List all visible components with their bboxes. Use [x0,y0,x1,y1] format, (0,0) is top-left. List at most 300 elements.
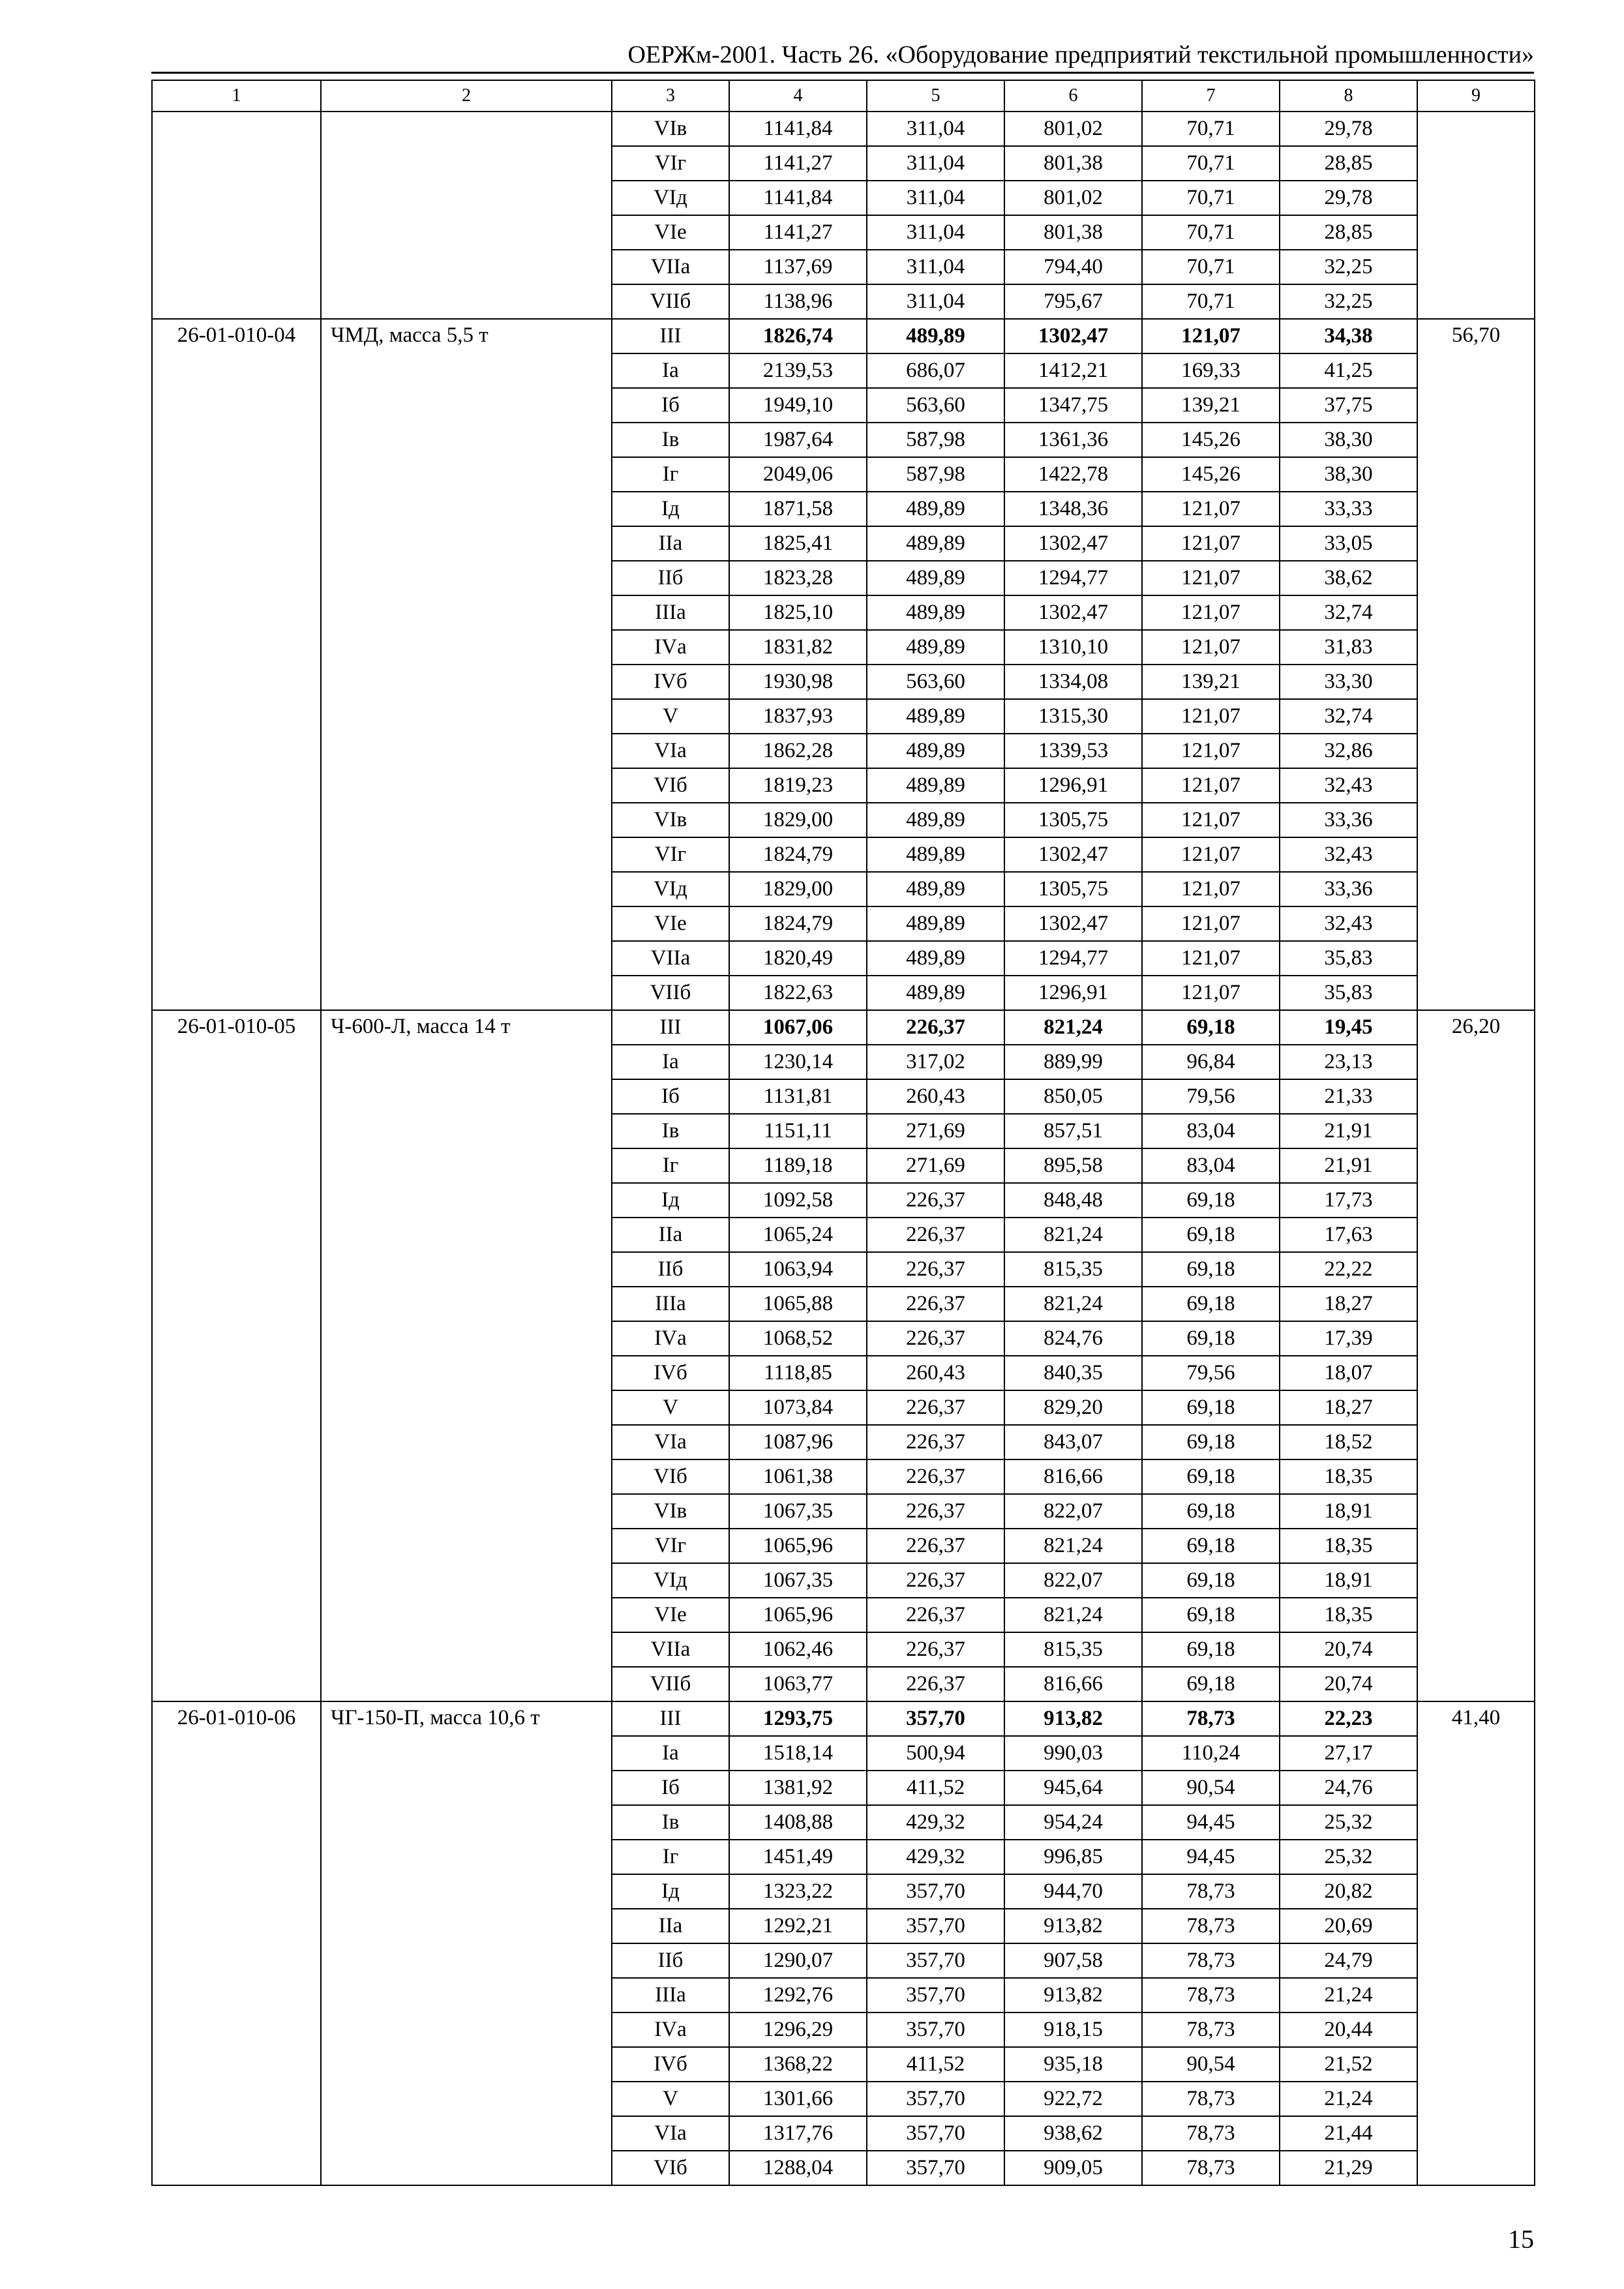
zone-cell: IIб [612,1943,729,1978]
value-cell: 226,37 [867,1529,1004,1563]
value-cell: 38,30 [1280,423,1417,457]
value-cell: 1347,75 [1004,388,1142,423]
value-cell: 121,07 [1142,768,1280,803]
value-cell: 1831,82 [729,630,867,665]
zone-cell: Iг [612,457,729,492]
value-cell: 1829,00 [729,872,867,906]
value-cell: 121,07 [1142,803,1280,837]
value-cell: 69,18 [1142,1390,1280,1425]
value-cell: 20,74 [1280,1667,1417,1701]
column-number: 3 [612,80,729,112]
value-cell: 69,18 [1142,1667,1280,1701]
zone-cell: Iб [612,388,729,423]
value-cell: 1068,52 [729,1321,867,1356]
value-cell: 90,54 [1142,2047,1280,2082]
value-cell: 489,89 [867,976,1004,1010]
value-cell: 94,45 [1142,1805,1280,1840]
value-cell: 32,86 [1280,734,1417,768]
zone-cell: Iг [612,1840,729,1874]
value-cell: 69,18 [1142,1563,1280,1598]
zone-cell: VIб [612,2151,729,2185]
zone-cell: VIе [612,215,729,250]
zone-cell: VIг [612,1529,729,1563]
value-cell: 226,37 [867,1218,1004,1252]
value-cell: 996,85 [1004,1840,1142,1874]
value-cell: 1302,47 [1004,319,1142,353]
value-cell: 90,54 [1142,1771,1280,1805]
value-cell: 1422,78 [1004,457,1142,492]
value-cell: 2139,53 [729,353,867,388]
value-cell: 990,03 [1004,1736,1142,1771]
value-cell: 489,89 [867,595,1004,630]
col9-value: 41,40 [1417,1701,1535,2185]
value-cell: 1819,23 [729,768,867,803]
item-code: 26-01-010-04 [152,319,321,1010]
value-cell: 121,07 [1142,526,1280,561]
table-row [152,112,1535,146]
value-cell: 1317,76 [729,2116,867,2151]
value-cell: 22,22 [1280,1252,1417,1287]
value-cell: 21,52 [1280,2047,1417,2082]
zone-cell: IIб [612,561,729,595]
value-cell: 840,35 [1004,1356,1142,1390]
value-cell: 31,83 [1280,630,1417,665]
zone-cell: IIа [612,526,729,561]
zone-cell: IVб [612,665,729,699]
value-cell: 1065,24 [729,1218,867,1252]
zone-cell: VIб [612,768,729,803]
value-cell: 139,21 [1142,388,1280,423]
value-cell: 18,07 [1280,1356,1417,1390]
value-cell: 1137,69 [729,250,867,284]
zone-cell: IIа [612,1909,729,1943]
value-cell: 317,02 [867,1045,1004,1079]
table-row [152,319,1535,353]
value-cell: 843,07 [1004,1425,1142,1459]
zone-cell: V [612,2082,729,2116]
value-cell: 489,89 [867,768,1004,803]
value-cell: 121,07 [1142,319,1280,353]
value-cell: 260,43 [867,1356,1004,1390]
value-cell: 429,32 [867,1840,1004,1874]
value-cell: 21,91 [1280,1114,1417,1148]
zone-cell: VIIб [612,284,729,319]
value-cell: 1141,84 [729,181,867,215]
value-cell: 20,69 [1280,1909,1417,1943]
value-cell: 83,04 [1142,1148,1280,1183]
value-cell: 935,18 [1004,2047,1142,2082]
value-cell: 1296,91 [1004,768,1142,803]
value-cell: 357,70 [867,1978,1004,2012]
column-number: 7 [1142,80,1280,112]
value-cell: 563,60 [867,665,1004,699]
value-cell: 1293,75 [729,1701,867,1736]
value-cell: 489,89 [867,319,1004,353]
value-cell: 18,27 [1280,1390,1417,1425]
value-cell: 33,36 [1280,803,1417,837]
value-cell: 121,07 [1142,906,1280,941]
value-cell: 70,71 [1142,181,1280,215]
value-cell: 1348,36 [1004,492,1142,526]
value-cell: 33,05 [1280,526,1417,561]
value-cell: 1820,49 [729,941,867,976]
zone-cell: VIе [612,1598,729,1632]
zone-cell: VIг [612,837,729,872]
value-cell: 1315,30 [1004,699,1142,734]
zone-cell: VIб [612,1459,729,1494]
value-cell: 1290,07 [729,1943,867,1978]
value-cell: 226,37 [867,1287,1004,1321]
table-body [152,80,1535,2185]
value-cell: 848,48 [1004,1183,1142,1218]
value-cell: 121,07 [1142,595,1280,630]
value-cell: 260,43 [867,1079,1004,1114]
item-name: ЧГ-150-П, масса 10,6 т [321,1701,612,2185]
value-cell: 139,21 [1142,665,1280,699]
value-cell: 1822,63 [729,976,867,1010]
value-cell: 32,43 [1280,768,1417,803]
value-cell: 21,44 [1280,2116,1417,2151]
value-cell: 1412,21 [1004,353,1142,388]
value-cell: 938,62 [1004,2116,1142,2151]
value-cell: 38,62 [1280,561,1417,595]
zone-cell: IVб [612,1356,729,1390]
value-cell: 1087,96 [729,1425,867,1459]
value-cell: 801,38 [1004,146,1142,181]
zone-cell: V [612,699,729,734]
value-cell: 121,07 [1142,734,1280,768]
value-cell: 25,32 [1280,1805,1417,1840]
value-cell: 1302,47 [1004,906,1142,941]
value-cell: 1339,53 [1004,734,1142,768]
zone-cell: IVа [612,2012,729,2047]
value-cell: 1381,92 [729,1771,867,1805]
zone-cell: VIв [612,112,729,146]
value-cell: 913,82 [1004,1978,1142,2012]
value-cell: 37,75 [1280,388,1417,423]
value-cell: 35,83 [1280,976,1417,1010]
value-cell: 69,18 [1142,1218,1280,1252]
value-cell: 1871,58 [729,492,867,526]
value-cell: 489,89 [867,803,1004,837]
value-cell: 1189,18 [729,1148,867,1183]
value-cell: 271,69 [867,1114,1004,1148]
value-cell: 18,91 [1280,1563,1417,1598]
value-cell: 24,76 [1280,1771,1417,1805]
value-cell: 794,40 [1004,250,1142,284]
column-number: 2 [321,80,612,112]
value-cell: 816,66 [1004,1667,1142,1701]
value-cell: 32,43 [1280,837,1417,872]
value-cell: 32,74 [1280,595,1417,630]
value-cell: 78,73 [1142,2012,1280,2047]
value-cell: 226,37 [867,1563,1004,1598]
value-cell: 18,52 [1280,1425,1417,1459]
value-cell: 78,73 [1142,2116,1280,2151]
value-cell: 954,24 [1004,1805,1142,1840]
value-cell: 889,99 [1004,1045,1142,1079]
value-cell: 922,72 [1004,2082,1142,2116]
zone-cell: Iб [612,1079,729,1114]
value-cell: 33,36 [1280,872,1417,906]
zone-cell: VIе [612,906,729,941]
value-cell: 32,74 [1280,699,1417,734]
value-cell: 1826,74 [729,319,867,353]
value-cell: 69,18 [1142,1425,1280,1459]
value-cell: 913,82 [1004,1909,1142,1943]
column-number: 9 [1417,80,1535,112]
value-cell: 1131,81 [729,1079,867,1114]
zone-cell: Iа [612,1736,729,1771]
zone-cell: Iв [612,423,729,457]
value-cell: 1065,96 [729,1529,867,1563]
column-number: 8 [1280,80,1417,112]
value-cell: 1067,35 [729,1563,867,1598]
value-cell: 1294,77 [1004,561,1142,595]
value-cell: 357,70 [867,2116,1004,2151]
zone-cell: IIIа [612,595,729,630]
value-cell: 1062,46 [729,1632,867,1667]
value-cell: 226,37 [867,1425,1004,1459]
zone-cell: Iд [612,1874,729,1909]
item-name [321,112,612,319]
value-cell: 226,37 [867,1667,1004,1701]
header-title: ОЕРЖм-2001. Часть 26. «Оборудование предприятий текстильной промышленности» [627,41,1534,68]
value-cell: 489,89 [867,734,1004,768]
value-cell: 815,35 [1004,1252,1142,1287]
value-cell: 78,73 [1142,2151,1280,2185]
value-cell: 69,18 [1142,1321,1280,1356]
value-cell: 1302,47 [1004,595,1142,630]
value-cell: 24,79 [1280,1943,1417,1978]
value-cell: 21,33 [1280,1079,1417,1114]
value-cell: 226,37 [867,1459,1004,1494]
zone-cell: VIIа [612,250,729,284]
value-cell: 145,26 [1142,423,1280,457]
value-cell: 1296,91 [1004,976,1142,1010]
value-cell: 1824,79 [729,906,867,941]
value-cell: 909,05 [1004,2151,1142,2185]
value-cell: 1301,66 [729,2082,867,2116]
value-cell: 311,04 [867,146,1004,181]
value-cell: 69,18 [1142,1598,1280,1632]
col9-value: 26,20 [1417,1010,1535,1701]
value-cell: 1368,22 [729,2047,867,2082]
column-number: 6 [1004,80,1142,112]
value-cell: 1141,27 [729,146,867,181]
value-cell: 69,18 [1142,1494,1280,1529]
value-cell: 94,45 [1142,1840,1280,1874]
value-cell: 29,78 [1280,181,1417,215]
zone-cell: Iв [612,1805,729,1840]
value-cell: 1141,27 [729,215,867,250]
value-cell: 69,18 [1142,1252,1280,1287]
value-cell: 311,04 [867,284,1004,319]
item-name: Ч-600-Л, масса 14 т [321,1010,612,1701]
value-cell: 41,25 [1280,353,1417,388]
value-cell: 1361,36 [1004,423,1142,457]
value-cell: 816,66 [1004,1459,1142,1494]
value-cell: 35,83 [1280,941,1417,976]
value-cell: 20,74 [1280,1632,1417,1667]
value-cell: 357,70 [867,2012,1004,2047]
zone-cell: Iа [612,1045,729,1079]
value-cell: 21,24 [1280,1978,1417,2012]
value-cell: 32,43 [1280,906,1417,941]
value-cell: 18,35 [1280,1459,1417,1494]
zone-cell: IVа [612,630,729,665]
value-cell: 32,25 [1280,284,1417,319]
value-cell: 489,89 [867,699,1004,734]
value-cell: 1824,79 [729,837,867,872]
value-cell: 1518,14 [729,1736,867,1771]
value-cell: 944,70 [1004,1874,1142,1909]
value-cell: 121,07 [1142,976,1280,1010]
value-cell: 489,89 [867,526,1004,561]
value-cell: 587,98 [867,457,1004,492]
value-cell: 145,26 [1142,457,1280,492]
value-cell: 28,85 [1280,215,1417,250]
value-cell: 226,37 [867,1494,1004,1529]
value-cell: 907,58 [1004,1943,1142,1978]
value-cell: 1837,93 [729,699,867,734]
value-cell: 271,69 [867,1148,1004,1183]
zone-cell: VIа [612,2116,729,2151]
column-number: 5 [867,80,1004,112]
value-cell: 821,24 [1004,1287,1142,1321]
value-cell: 78,73 [1142,1701,1280,1736]
table-row [152,1010,1535,1045]
value-cell: 21,24 [1280,2082,1417,2116]
zone-cell: IIа [612,1218,729,1252]
value-cell: 357,70 [867,2151,1004,2185]
column-number: 1 [152,80,321,112]
value-cell: 17,73 [1280,1183,1417,1218]
value-cell: 69,18 [1142,1632,1280,1667]
value-cell: 2049,06 [729,457,867,492]
value-cell: 357,70 [867,1943,1004,1978]
value-cell: 38,30 [1280,457,1417,492]
value-cell: 25,32 [1280,1840,1417,1874]
value-cell: 226,37 [867,1321,1004,1356]
value-cell: 34,38 [1280,319,1417,353]
zone-cell: VIг [612,146,729,181]
value-cell: 78,73 [1142,1874,1280,1909]
value-cell: 895,58 [1004,1148,1142,1183]
value-cell: 1408,88 [729,1805,867,1840]
value-cell: 70,71 [1142,250,1280,284]
value-cell: 587,98 [867,423,1004,457]
value-cell: 121,07 [1142,561,1280,595]
value-cell: 226,37 [867,1632,1004,1667]
zone-cell: Iа [612,353,729,388]
value-cell: 69,18 [1142,1183,1280,1218]
value-cell: 857,51 [1004,1114,1142,1148]
value-cell: 121,07 [1142,630,1280,665]
zone-cell: VIд [612,181,729,215]
value-cell: 1067,35 [729,1494,867,1529]
value-cell: 78,73 [1142,1978,1280,2012]
value-cell: 489,89 [867,837,1004,872]
zone-cell: III [612,1010,729,1045]
value-cell: 1294,77 [1004,941,1142,976]
page-number: 15 [1508,2224,1534,2254]
zone-cell: IIб [612,1252,729,1287]
value-cell: 1829,00 [729,803,867,837]
value-cell: 1292,21 [729,1909,867,1943]
value-cell: 822,07 [1004,1494,1142,1529]
value-cell: 1063,77 [729,1667,867,1701]
col9-value [1417,112,1535,319]
value-cell: 1334,08 [1004,665,1142,699]
value-cell: 69,18 [1142,1287,1280,1321]
value-cell: 1230,14 [729,1045,867,1079]
value-cell: 489,89 [867,872,1004,906]
zone-cell: VIIб [612,976,729,1010]
zone-cell: Iд [612,492,729,526]
value-cell: 110,24 [1142,1736,1280,1771]
value-cell: 1302,47 [1004,526,1142,561]
value-cell: 801,38 [1004,215,1142,250]
value-cell: 357,70 [867,1701,1004,1736]
value-cell: 945,64 [1004,1771,1142,1805]
value-cell: 79,56 [1142,1079,1280,1114]
value-cell: 1302,47 [1004,837,1142,872]
value-cell: 23,13 [1280,1045,1417,1079]
value-cell: 821,24 [1004,1218,1142,1252]
value-cell: 311,04 [867,181,1004,215]
value-cell: 1825,41 [729,526,867,561]
value-cell: 686,07 [867,353,1004,388]
value-cell: 19,45 [1280,1010,1417,1045]
value-cell: 226,37 [867,1598,1004,1632]
value-cell: 1930,98 [729,665,867,699]
value-cell: 311,04 [867,215,1004,250]
item-name: ЧМД, масса 5,5 т [321,319,612,1010]
value-cell: 17,39 [1280,1321,1417,1356]
zone-cell: VIв [612,1494,729,1529]
value-cell: 70,71 [1142,284,1280,319]
value-cell: 18,27 [1280,1287,1417,1321]
value-cell: 489,89 [867,561,1004,595]
zone-cell: VIд [612,1563,729,1598]
value-cell: 850,05 [1004,1079,1142,1114]
value-cell: 1296,29 [729,2012,867,2047]
value-cell: 70,71 [1142,112,1280,146]
value-cell: 169,33 [1142,353,1280,388]
value-cell: 411,52 [867,1771,1004,1805]
value-cell: 78,73 [1142,1943,1280,1978]
value-cell: 18,35 [1280,1598,1417,1632]
value-cell: 824,76 [1004,1321,1142,1356]
value-cell: 1323,22 [729,1874,867,1909]
value-cell: 822,07 [1004,1563,1142,1598]
value-cell: 1061,38 [729,1459,867,1494]
value-cell: 1138,96 [729,284,867,319]
value-cell: 32,25 [1280,250,1417,284]
value-cell: 918,15 [1004,2012,1142,2047]
zone-cell: Iг [612,1148,729,1183]
value-cell: 1067,06 [729,1010,867,1045]
value-cell: 489,89 [867,492,1004,526]
column-number: 4 [729,80,867,112]
value-cell: 357,70 [867,1874,1004,1909]
value-cell: 311,04 [867,112,1004,146]
value-cell: 1825,10 [729,595,867,630]
value-cell: 18,35 [1280,1529,1417,1563]
col9-value: 56,70 [1417,319,1535,1010]
value-cell: 226,37 [867,1252,1004,1287]
